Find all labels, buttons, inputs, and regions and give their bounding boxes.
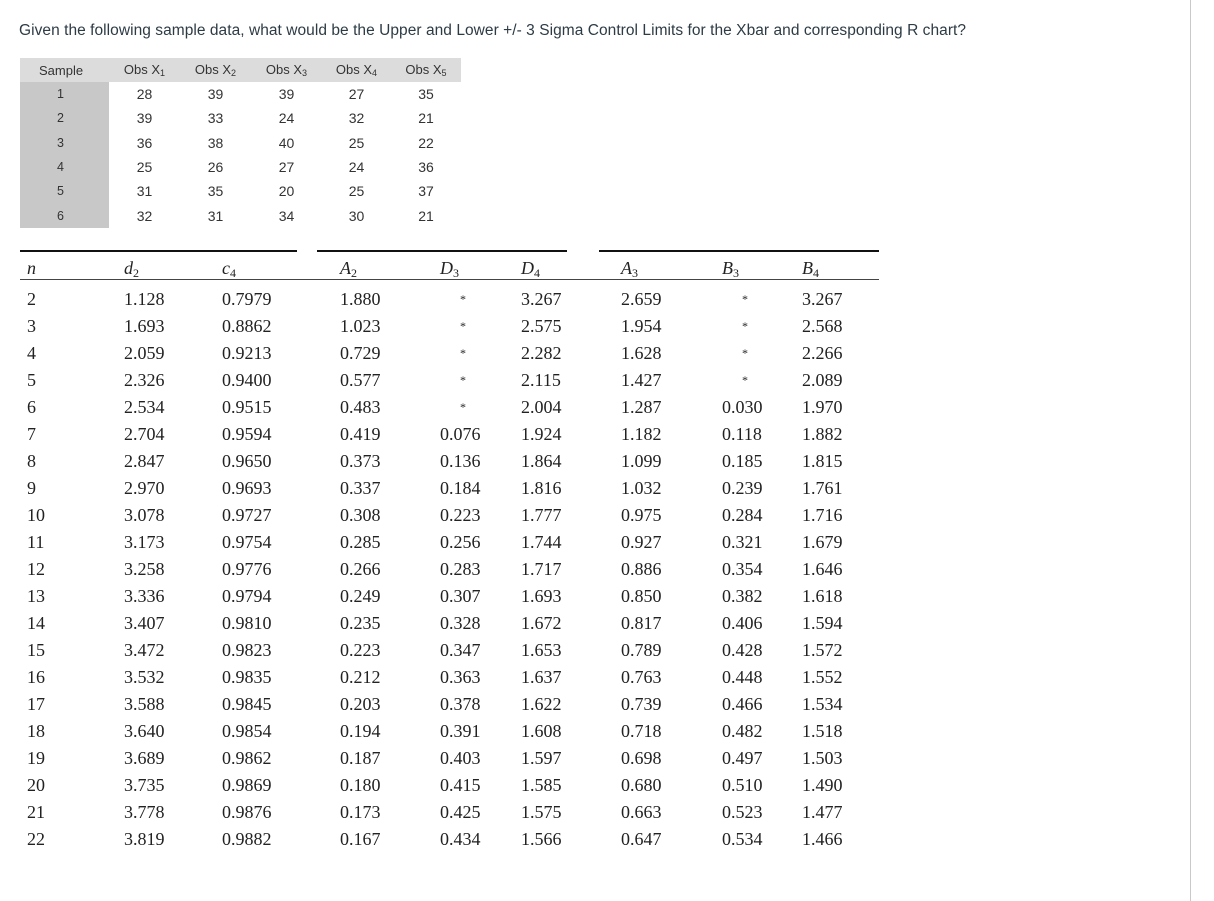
constant-d2-cell: 3.258 — [124, 559, 165, 579]
constant-n-cell: 5 — [27, 370, 36, 390]
observation-cell: 24 — [348, 159, 365, 176]
constant-c4-cell: 0.9650 — [222, 451, 272, 471]
constant-d4-cell: 1.816 — [521, 478, 562, 498]
constant-b4-cell: 1.534 — [802, 694, 843, 714]
constant-d4-cell: 3.267 — [521, 289, 562, 309]
constant-d3-cell: 0.347 — [440, 640, 481, 660]
observation-cell: 33 — [207, 110, 224, 127]
constant-a2-cell: 1.023 — [340, 316, 381, 336]
constant-c4-cell: 0.9400 — [222, 370, 272, 390]
observation-cell: 25 — [136, 159, 153, 176]
constant-b3-cell: 0.284 — [722, 505, 763, 525]
constant-n-cell: 14 — [27, 613, 45, 633]
constant-a2-cell: 0.577 — [340, 370, 381, 390]
constant-a3-cell: 0.789 — [621, 640, 662, 660]
constant-a2-cell: 0.308 — [340, 505, 381, 525]
constant-a2-cell: 0.187 — [340, 748, 381, 768]
constant-b4-cell: 1.594 — [802, 613, 843, 633]
observation-cell: 26 — [207, 159, 224, 176]
constant-d2-cell: 2.970 — [124, 478, 165, 498]
header-c4: $c_4$ — [222, 258, 236, 280]
constant-c4-cell: 0.9727 — [222, 505, 272, 525]
constant-c4-cell: 0.9754 — [222, 532, 272, 552]
constant-a2-cell: 0.729 — [340, 343, 381, 363]
sample-data-table-container — [20, 58, 461, 228]
constant-b4-cell: 1.646 — [802, 559, 843, 579]
sample-index-cell: 3 — [20, 131, 109, 155]
obs-x2-col-header: Obs $X_2$ — [180, 58, 251, 82]
constant-b3-cell: * — [742, 346, 748, 360]
constant-a2-cell: 0.203 — [340, 694, 381, 714]
constant-a3-cell: 0.850 — [621, 586, 662, 606]
observation-cell: 32 — [136, 207, 153, 224]
constant-d4-cell: 1.777 — [521, 505, 562, 525]
constant-n-cell: 17 — [27, 694, 45, 714]
observation-cell: 35 — [418, 86, 434, 103]
constant-c4-cell: 0.9776 — [222, 559, 272, 579]
constant-b3-cell: 0.510 — [722, 775, 763, 795]
observation-cell: 35 — [207, 183, 224, 200]
header-a2: $A_2$ — [340, 258, 357, 280]
constant-b4-cell: 1.882 — [802, 424, 843, 444]
constant-a2-cell: 0.249 — [340, 586, 381, 606]
constant-c4-cell: 0.9876 — [222, 802, 272, 822]
constant-b3-cell: 0.118 — [722, 424, 762, 444]
constant-d4-cell: 1.717 — [521, 559, 562, 579]
constant-a3-cell: 1.427 — [621, 370, 662, 390]
constant-d2-cell: 1.693 — [124, 316, 165, 336]
constant-a3-cell: 0.817 — [621, 613, 662, 633]
constant-b3-cell: 0.354 — [722, 559, 763, 579]
sample-row — [20, 203, 461, 227]
constant-c4-cell: 0.9810 — [222, 613, 272, 633]
constant-a3-cell: 0.886 — [621, 559, 662, 579]
constant-n-cell: 11 — [27, 532, 45, 552]
constant-a2-cell: 0.266 — [340, 559, 381, 579]
constant-b3-cell: * — [742, 319, 748, 333]
constant-b3-cell: 0.239 — [722, 478, 763, 498]
sample-col-header: Sample — [20, 58, 109, 82]
constant-c4-cell: 0.9862 — [222, 748, 272, 768]
sample-index-cell: 4 — [20, 155, 109, 179]
header-d4: $D_4$ — [521, 258, 540, 280]
constant-d2-cell: 2.534 — [124, 397, 165, 417]
constant-a2-cell: 0.483 — [340, 397, 381, 417]
sample-row — [20, 106, 461, 130]
constant-b3-cell: 0.382 — [722, 586, 763, 606]
constant-c4-cell: 0.9882 — [222, 829, 272, 849]
observation-cell: 32 — [348, 110, 365, 127]
constant-d2-cell: 3.078 — [124, 505, 165, 525]
constant-d2-cell: 3.407 — [124, 613, 165, 633]
sample-row — [20, 155, 461, 179]
constant-a3-cell: 0.698 — [621, 748, 662, 768]
constant-b3-cell: 0.406 — [722, 613, 763, 633]
constant-a2-cell: 0.223 — [340, 640, 381, 660]
observation-cell: 34 — [278, 207, 295, 224]
constant-a3-cell: 1.287 — [621, 397, 662, 417]
constant-c4-cell: 0.9823 — [222, 640, 272, 660]
constant-a3-cell: 0.927 — [621, 532, 662, 552]
constant-b3-cell: 0.321 — [722, 532, 763, 552]
constant-a2-cell: 0.173 — [340, 802, 381, 822]
constant-d4-cell: 1.622 — [521, 694, 562, 714]
constant-d4-cell: 1.566 — [521, 829, 562, 849]
constant-b3-cell: 0.448 — [722, 667, 763, 687]
constant-n-cell: 21 — [27, 802, 45, 822]
constant-b4-cell: 1.618 — [802, 586, 843, 606]
constant-c4-cell: 0.9693 — [222, 478, 272, 498]
observation-cell: 21 — [418, 110, 434, 127]
constant-n-cell: 2 — [27, 289, 36, 309]
constant-d3-cell: 0.415 — [440, 775, 481, 795]
constant-d4-cell: 1.924 — [521, 424, 562, 444]
sample-data-table — [20, 58, 461, 228]
constant-a3-cell: 1.182 — [621, 424, 662, 444]
constant-d4-cell: 1.744 — [521, 532, 562, 552]
constant-a2-cell: 0.212 — [340, 667, 381, 687]
constant-d2-cell: 3.778 — [124, 802, 165, 822]
constant-d4-cell: 1.585 — [521, 775, 562, 795]
constant-d2-cell: 3.819 — [124, 829, 165, 849]
constant-b4-cell: 1.970 — [802, 397, 843, 417]
constant-a2-cell: 0.167 — [340, 829, 381, 849]
obs-x4-col-header: Obs $X_4$ — [322, 58, 391, 82]
constant-c4-cell: 0.9835 — [222, 667, 272, 687]
observation-cell: 27 — [348, 86, 365, 103]
header-a3: $A_3$ — [621, 258, 638, 280]
constant-a3-cell: 0.763 — [621, 667, 662, 687]
constant-a3-cell: 0.647 — [621, 829, 662, 849]
constant-a3-cell: 2.659 — [621, 289, 662, 309]
constant-a2-cell: 0.373 — [340, 451, 381, 471]
constant-d4-cell: 1.672 — [521, 613, 562, 633]
constant-c4-cell: 0.9854 — [222, 721, 272, 741]
constant-b4-cell: 1.466 — [802, 829, 843, 849]
constant-d3-cell: 0.223 — [440, 505, 481, 525]
constant-a2-cell: 0.194 — [340, 721, 381, 741]
constant-d2-cell: 3.689 — [124, 748, 165, 768]
constant-d3-cell: * — [460, 292, 466, 306]
sample-row — [20, 82, 461, 106]
page-edge-divider — [1190, 0, 1191, 901]
observation-cell: 20 — [278, 183, 295, 200]
constant-d3-cell: * — [460, 400, 466, 414]
constant-n-cell: 6 — [27, 397, 36, 417]
constant-d3-cell: 0.307 — [440, 586, 481, 606]
constant-c4-cell: 0.9869 — [222, 775, 272, 795]
constant-d3-cell: 0.425 — [440, 802, 481, 822]
constant-a3-cell: 1.628 — [621, 343, 662, 363]
constant-c4-cell: 0.7979 — [222, 289, 272, 309]
observation-cell: 39 — [136, 110, 153, 127]
constant-a2-cell: 0.180 — [340, 775, 381, 795]
constant-c4-cell: 0.9794 — [222, 586, 272, 606]
constant-d4-cell: 2.004 — [521, 397, 562, 417]
constant-d2-cell: 2.326 — [124, 370, 165, 390]
constant-b3-cell: * — [742, 292, 748, 306]
observation-cell: 38 — [207, 134, 224, 151]
constant-n-cell: 15 — [27, 640, 45, 660]
constant-d3-cell: 0.283 — [440, 559, 481, 579]
constant-b4-cell: 1.716 — [802, 505, 843, 525]
constant-d2-cell: 3.532 — [124, 667, 165, 687]
observation-cell: 36 — [136, 134, 153, 151]
constant-d3-cell: * — [460, 373, 466, 387]
observation-cell: 39 — [207, 86, 224, 103]
constant-d4-cell: 2.575 — [521, 316, 562, 336]
constant-n-cell: 13 — [27, 586, 45, 606]
constant-d3-cell: * — [460, 346, 466, 360]
header-b4: $B_4$ — [802, 258, 819, 280]
header-n: n — [27, 258, 36, 278]
constant-d3-cell: 0.403 — [440, 748, 481, 768]
constant-d4-cell: 2.282 — [521, 343, 562, 363]
constant-b3-cell: 0.185 — [722, 451, 763, 471]
constant-d3-cell: 0.391 — [440, 721, 481, 741]
observation-cell: 39 — [278, 86, 295, 103]
header-d2: $d_2$ — [124, 258, 139, 280]
constant-d3-cell: 0.434 — [440, 829, 481, 849]
constant-a3-cell: 0.975 — [621, 505, 662, 525]
constant-b4-cell: 1.477 — [802, 802, 843, 822]
header-d3: $D_3$ — [440, 258, 459, 280]
constant-a3-cell: 0.663 — [621, 802, 662, 822]
observation-cell: 30 — [348, 207, 365, 224]
observation-cell: 31 — [207, 207, 224, 224]
constant-d2-cell: 3.173 — [124, 532, 165, 552]
constant-a3-cell: 1.099 — [621, 451, 662, 471]
observation-cell: 25 — [348, 183, 365, 200]
constant-d2-cell: 3.588 — [124, 694, 165, 714]
constant-d3-cell: 0.378 — [440, 694, 481, 714]
constant-b3-cell: 0.030 — [722, 397, 763, 417]
constant-d2-cell: 3.336 — [124, 586, 165, 606]
sample-index-cell: 6 — [20, 203, 109, 227]
constant-a2-cell: 1.880 — [340, 289, 381, 309]
constant-d2-cell: 3.735 — [124, 775, 165, 795]
constant-a3-cell: 0.718 — [621, 721, 662, 741]
constant-n-cell: 18 — [27, 721, 45, 741]
constant-a2-cell: 0.235 — [340, 613, 381, 633]
sample-table-header-row — [20, 58, 461, 82]
constant-d3-cell: * — [460, 319, 466, 333]
observation-cell: 22 — [418, 134, 434, 151]
constant-a2-cell: 0.285 — [340, 532, 381, 552]
constant-d4-cell: 1.608 — [521, 721, 562, 741]
constant-n-cell: 4 — [27, 343, 36, 363]
observation-cell: 36 — [418, 159, 434, 176]
sample-row — [20, 131, 461, 155]
constant-b3-cell: 0.497 — [722, 748, 763, 768]
constant-b4-cell: 1.572 — [802, 640, 843, 660]
constant-d4-cell: 1.653 — [521, 640, 562, 660]
constant-n-cell: 7 — [27, 424, 36, 444]
obs-x5-col-header: Obs $X_5$ — [391, 58, 461, 82]
constant-d2-cell: 2.059 — [124, 343, 165, 363]
constant-a2-cell: 0.419 — [340, 424, 381, 444]
constant-n-cell: 9 — [27, 478, 36, 498]
constant-b4-cell: 1.503 — [802, 748, 843, 768]
constant-c4-cell: 0.9845 — [222, 694, 272, 714]
constant-n-cell: 12 — [27, 559, 45, 579]
constant-b4-cell: 1.761 — [802, 478, 843, 498]
constant-b3-cell: 0.534 — [722, 829, 763, 849]
table-rule-middle — [317, 250, 567, 252]
question-text: Given the following sample data, what would be the Upper and Lower +/- 3 Sigma Control Limits for the Xbar and corresponding R chart? — [19, 22, 967, 39]
header-b3: $B_3$ — [722, 258, 739, 280]
constant-n-cell: 10 — [27, 505, 45, 525]
constant-d3-cell: 0.136 — [440, 451, 481, 471]
constant-b3-cell: * — [742, 373, 748, 387]
constant-d4-cell: 1.693 — [521, 586, 562, 606]
observation-cell: 25 — [348, 134, 365, 151]
constant-b4-cell: 2.266 — [802, 343, 843, 363]
constant-n-cell: 19 — [27, 748, 45, 768]
sample-row — [20, 179, 461, 203]
constant-d4-cell: 2.115 — [521, 370, 561, 390]
constant-n-cell: 20 — [27, 775, 45, 795]
obs-x1-col-header: Obs $X_1$ — [109, 58, 180, 82]
constant-d2-cell: 2.704 — [124, 424, 165, 444]
constant-c4-cell: 0.9213 — [222, 343, 272, 363]
constant-n-cell: 16 — [27, 667, 45, 687]
constant-b4-cell: 3.267 — [802, 289, 843, 309]
constant-b3-cell: 0.482 — [722, 721, 763, 741]
observation-cell: 24 — [278, 110, 295, 127]
sample-index-cell: 2 — [20, 106, 109, 130]
constant-c4-cell: 0.9515 — [222, 397, 272, 417]
constant-d2-cell: 2.847 — [124, 451, 165, 471]
constant-a3-cell: 0.739 — [621, 694, 662, 714]
constant-d3-cell: 0.363 — [440, 667, 481, 687]
constant-d2-cell: 3.640 — [124, 721, 165, 741]
constant-b4-cell: 1.518 — [802, 721, 843, 741]
observation-cell: 27 — [278, 159, 295, 176]
constant-d4-cell: 1.864 — [521, 451, 562, 471]
constant-b4-cell: 1.552 — [802, 667, 843, 687]
constant-n-cell: 3 — [27, 316, 36, 336]
constant-n-cell: 8 — [27, 451, 36, 471]
constant-n-cell: 22 — [27, 829, 45, 849]
constant-d2-cell: 3.472 — [124, 640, 165, 660]
constant-a3-cell: 1.954 — [621, 316, 662, 336]
observation-cell: 37 — [418, 183, 434, 200]
constant-b4-cell: 1.815 — [802, 451, 843, 471]
constant-d3-cell: 0.076 — [440, 424, 481, 444]
observation-cell: 40 — [278, 134, 295, 151]
constant-b3-cell: 0.428 — [722, 640, 763, 660]
observation-cell: 21 — [418, 207, 434, 224]
constant-b3-cell: 0.466 — [722, 694, 763, 714]
constant-d3-cell: 0.328 — [440, 613, 481, 633]
observation-cell: 31 — [136, 183, 153, 200]
constant-b4-cell: 1.490 — [802, 775, 843, 795]
constant-d3-cell: 0.184 — [440, 478, 481, 498]
observation-cell: 28 — [136, 86, 153, 103]
constant-d4-cell: 1.575 — [521, 802, 562, 822]
table-rule-right — [599, 250, 879, 252]
constant-a3-cell: 0.680 — [621, 775, 662, 795]
constant-d4-cell: 1.597 — [521, 748, 562, 768]
constant-a3-cell: 1.032 — [621, 478, 662, 498]
constant-d4-cell: 1.637 — [521, 667, 562, 687]
constant-d3-cell: 0.256 — [440, 532, 481, 552]
constant-b3-cell: 0.523 — [722, 802, 763, 822]
constant-b4-cell: 2.089 — [802, 370, 843, 390]
constant-a2-cell: 0.337 — [340, 478, 381, 498]
constant-b4-cell: 1.679 — [802, 532, 843, 552]
obs-x3-col-header: Obs $X_3$ — [251, 58, 322, 82]
sample-index-cell: 5 — [20, 179, 109, 203]
constant-d2-cell: 1.128 — [124, 289, 165, 309]
constant-c4-cell: 0.8862 — [222, 316, 272, 336]
constant-c4-cell: 0.9594 — [222, 424, 272, 444]
sample-index-cell: 1 — [20, 82, 109, 106]
table-rule-left — [20, 250, 297, 252]
constant-b4-cell: 2.568 — [802, 316, 843, 336]
